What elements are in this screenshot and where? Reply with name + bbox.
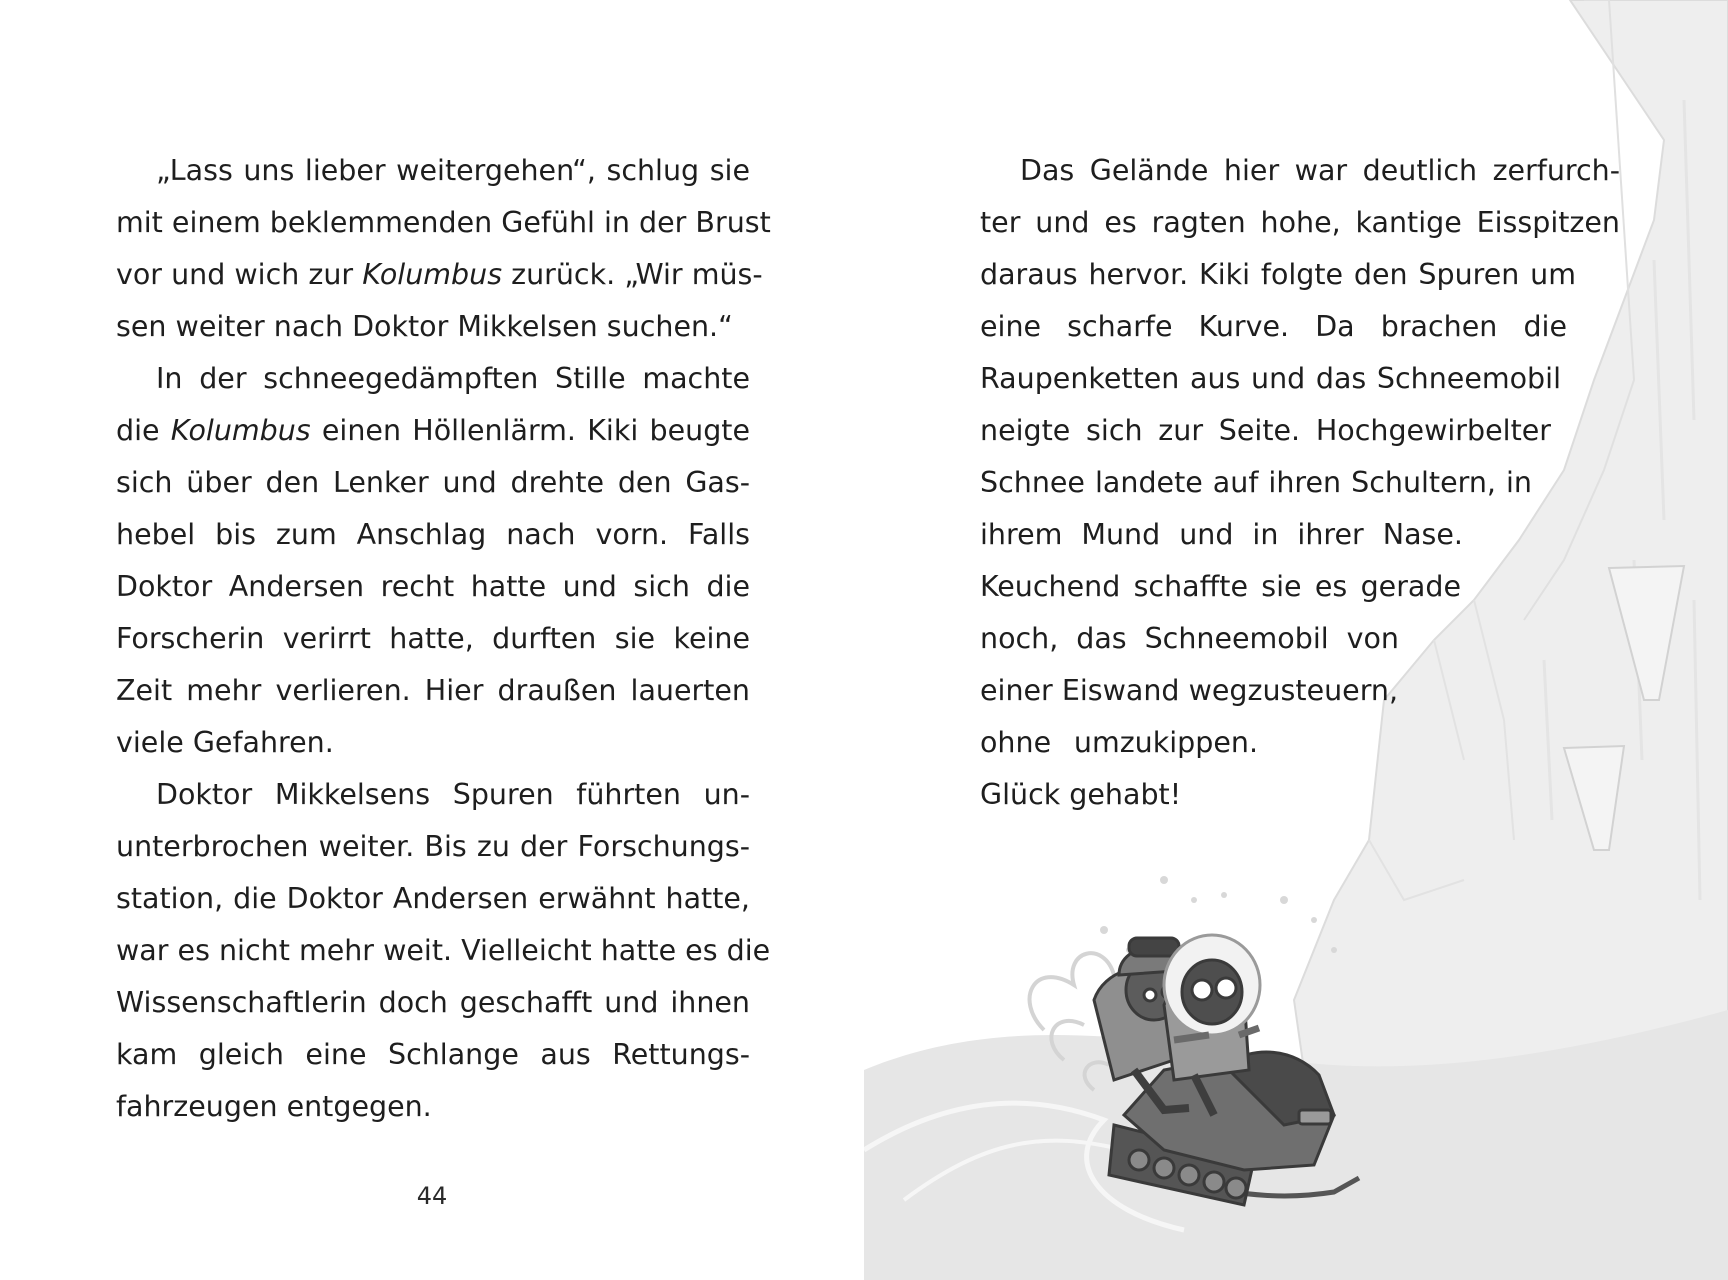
text-line: eine scharfe Kurve. Da brachen die <box>980 310 1567 343</box>
page-number: 44 <box>416 1182 448 1210</box>
text-line: Keuchend schaffte sie es gerade <box>980 570 1461 603</box>
text-line: Das Gelände hier war deutlich zerfurch- <box>1020 154 1620 187</box>
text-line: Forscherin verirrt hatte, durften sie keine <box>116 622 750 655</box>
text-line: einer Eiswand wegzusteuern, <box>980 674 1399 707</box>
text-line: unterbrochen weiter. Bis zu der Forschungs- <box>116 830 750 863</box>
text-line: Doktor Andersen recht hatte und sich die <box>116 570 750 603</box>
text-line: ohne umzukippen. <box>980 726 1258 759</box>
text-line: ihrem Mund und in ihrer Nase. <box>980 518 1463 551</box>
text-line: ter und es ragten hohe, kantige Eisspitzen <box>980 206 1620 239</box>
goggles-icon <box>1129 938 1179 956</box>
text-line: hebel bis zum Anschlag nach vorn. Falls <box>116 518 750 551</box>
text-line: Glück gehabt! <box>980 778 1182 811</box>
eye <box>1144 989 1156 1001</box>
right-page-text <box>980 145 1620 821</box>
text-line: station, die Doktor Andersen erwähnt hatte, <box>116 882 750 915</box>
italic-title: Kolumbus <box>362 258 503 291</box>
text-line: Zeit mehr verlieren. Hier draußen lauerten <box>116 674 750 707</box>
left-page-text <box>116 145 771 1133</box>
text-line: viele Gefahren. <box>116 726 334 759</box>
text-line: sen weiter nach Doktor Mikkelsen suchen.“ <box>116 310 733 343</box>
text-line: mit einem beklemmenden Gefühl in der Brust <box>116 206 771 239</box>
glasses-icon <box>1192 980 1212 1000</box>
text-line: Schnee landete auf ihren Schultern, in <box>980 466 1532 499</box>
text-line: „Lass uns lieber weitergehen“, schlug sie <box>156 154 750 187</box>
glasses-icon <box>1216 978 1236 998</box>
text-line: vor und wich zur Kolumbus zurück. „Wir müs- <box>116 258 763 291</box>
text-line: kam gleich eine Schlange aus Rettungs- <box>116 1038 750 1071</box>
text-line: die Kolumbus einen Höllenlärm. Kiki beugte <box>116 414 750 447</box>
text-line: Raupenketten aus und das Schneemobil <box>980 362 1561 395</box>
italic-title: Kolumbus <box>170 414 311 447</box>
text-line: In der schneegedämpften Stille machte <box>156 362 750 395</box>
text-line: daraus hervor. Kiki folgte den Spuren um <box>980 258 1576 291</box>
text-line: fahrzeugen entgegen. <box>116 1090 432 1123</box>
text-line: noch, das Schneemobil von <box>980 622 1399 655</box>
text-line: Doktor Mikkelsens Spuren führten un- <box>156 778 750 811</box>
text-line: neigte sich zur Seite. Hochgewirbelter <box>980 414 1551 447</box>
text-line: Wissenschaftlerin doch geschafft und ihnen <box>116 986 750 1019</box>
snowmobile-headlight <box>1299 1110 1331 1124</box>
right-page <box>864 0 1728 1280</box>
text-line: sich über den Lenker und drehte den Gas- <box>116 466 750 499</box>
text-line: war es nicht mehr weit. Vielleicht hatte es die <box>116 934 771 967</box>
